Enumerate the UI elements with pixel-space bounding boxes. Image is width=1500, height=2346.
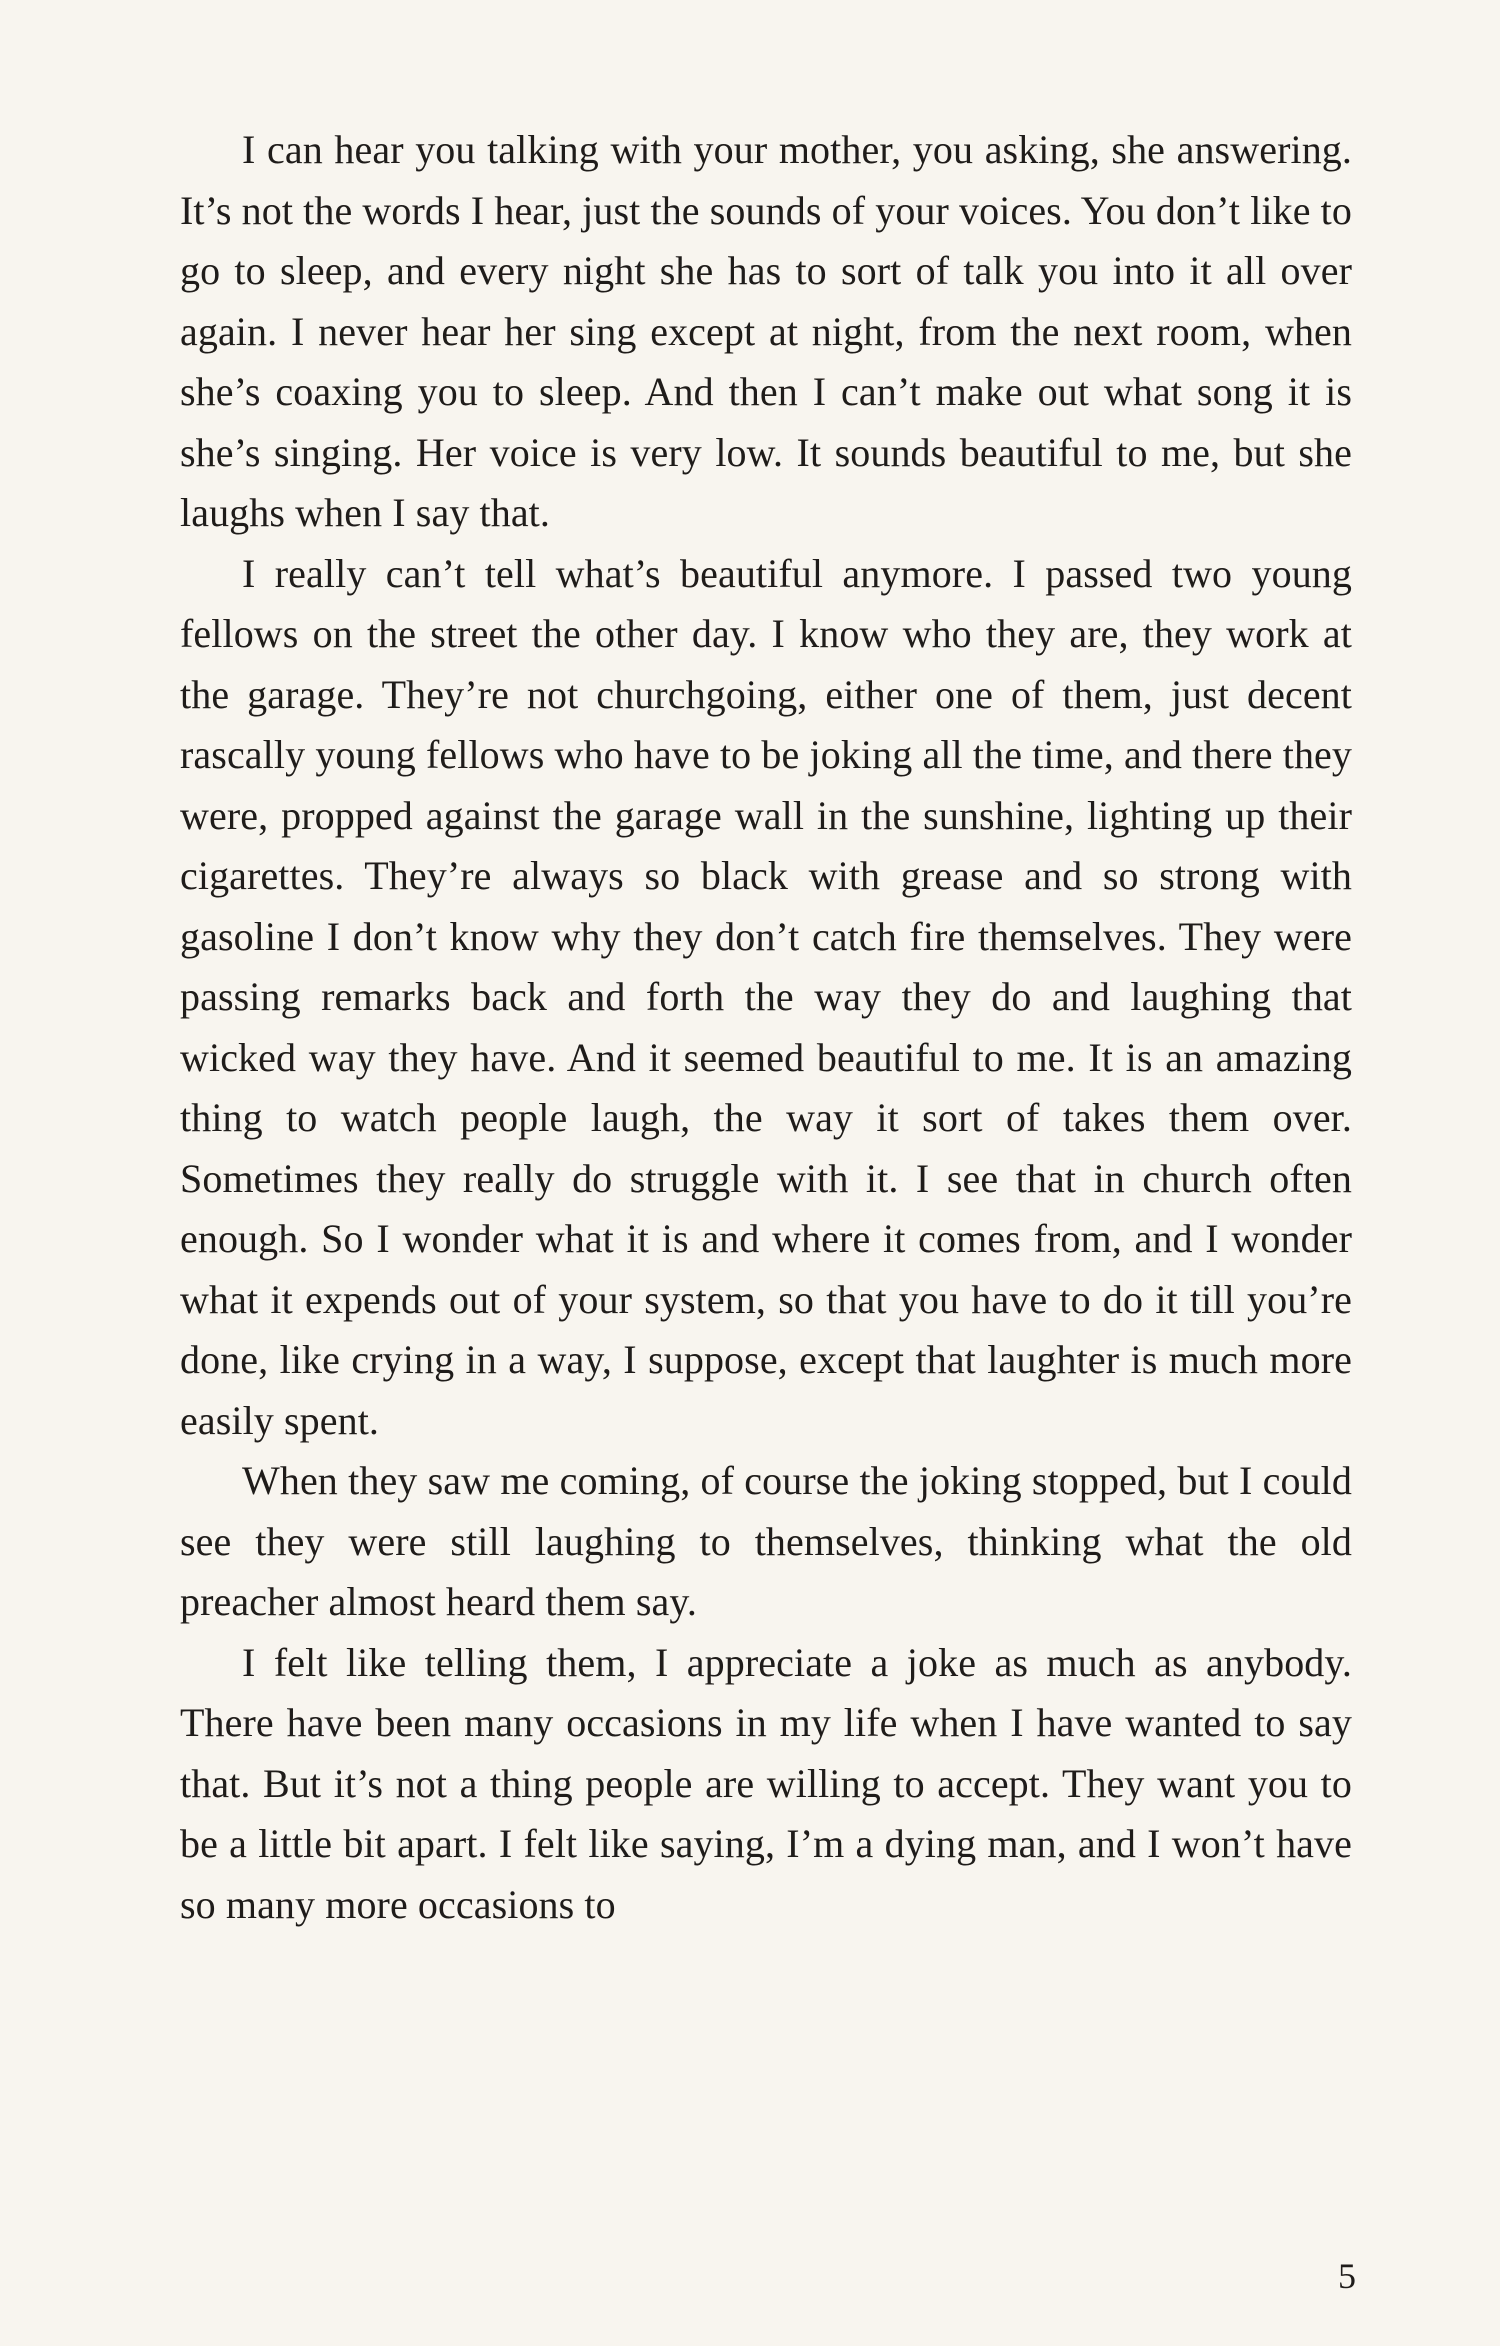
paragraph-2: I really can’t tell what’s beautiful anymore. I passed two young fellows on the street the other day. I know who they are, they work at the garage. They’re not churchgoing, either one of them, just decent rascally young fellows who have to be joking all the time, and there they were, propped against the garage wall in the sunshine, lighting up their cigarettes. They’re always so black with grease and so strong with gasoline I don’t know why they don’t catch fire themselves. They were passing remarks back and forth the way they do and laughing that wicked way they have. And it seemed beautiful to me. It is an amazing thing to watch people laugh, the way it sort of takes them over. Sometimes they really do struggle with it. I see that in church often enough. So I wonder what it is and where it comes from, and I wonder what it expends out of your system, so that you have to do it till you’re done, like crying in a way, I suppose, except that laughter is much more easily spent. [180, 550, 1352, 1443]
body-text [180, 120, 1352, 1935]
page-number: 5 [1338, 2256, 1356, 2296]
paragraph-3: When they saw me coming, of course the joking stopped, but I could see they were still laughing to themselves, thinking what the old preacher almost heard them say. [180, 1458, 1352, 1624]
paragraph-1: I can hear you talking with your mother, you asking, she answering. It’s not the words I hear, just the sounds of your voices. You don’t like to go to sleep, and every night she has to sort of talk you into it all over again. I never hear her sing except at night, from the next room, when she’s coaxing you to sleep. And then I can’t make out what song it is she’s singing. Her voice is very low. It sounds beautiful to me, but she laughs when I say that. [180, 127, 1352, 535]
paragraph-4: I felt like telling them, I appreciate a joke as much as anybody. There have been many occasions in my life when I have wanted to say that. But it’s not a thing people are willing to accept. They want you to be a little bit apart. I felt like saying, I’m a dying man, and I won’t have so many more occasions to [180, 1639, 1352, 1927]
